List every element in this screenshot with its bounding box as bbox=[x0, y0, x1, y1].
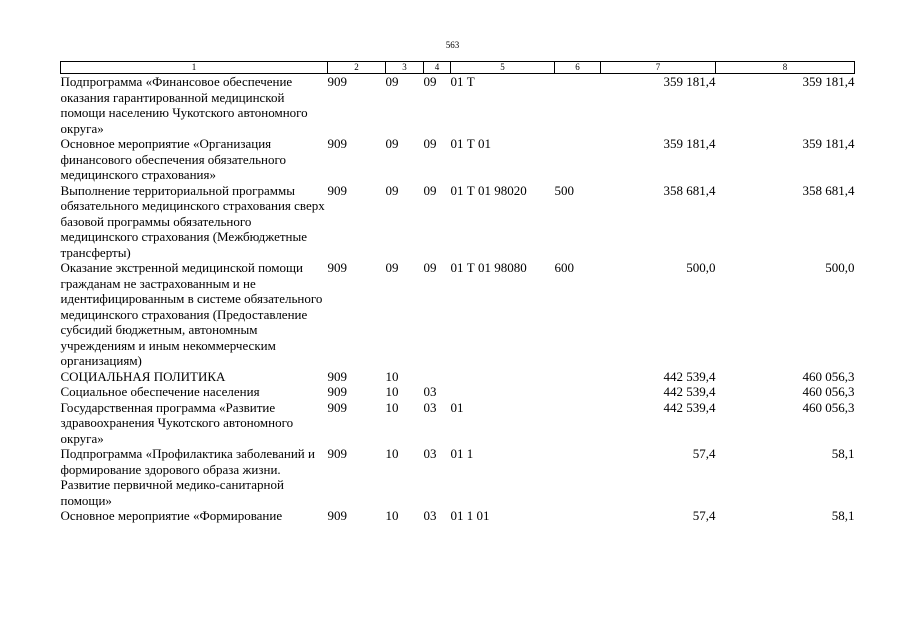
table-row bbox=[61, 136, 855, 183]
cell-subsection: 03 bbox=[423, 446, 437, 461]
cell-subsection bbox=[424, 369, 451, 385]
cell-amount-year2: 460 056,3 bbox=[802, 399, 855, 415]
cell-section: 09 bbox=[385, 260, 399, 275]
page-number: 563 bbox=[445, 40, 460, 50]
column-header: 6 bbox=[555, 62, 601, 74]
column-header: 7 bbox=[601, 62, 716, 74]
cell-target-article bbox=[451, 384, 555, 400]
cell-ministry: 909 bbox=[327, 136, 347, 151]
cell-ministry: 909 bbox=[327, 384, 347, 399]
cell-section: 10 bbox=[385, 508, 399, 523]
cell-subsection: 03 bbox=[423, 399, 437, 415]
cell-target-article: 01 Т 01 98080 bbox=[450, 260, 527, 275]
cell-expense-type: 500 bbox=[554, 182, 574, 198]
cell-expense-type: 600 bbox=[554, 260, 574, 275]
cell-target-article: 01 Т 01 98020 bbox=[450, 182, 527, 198]
cell-amount-year1: 358 681,4 bbox=[663, 182, 716, 198]
column-header: 8 bbox=[716, 62, 855, 74]
cell-target-article: 01 Т 01 bbox=[450, 136, 491, 151]
budget-table bbox=[60, 61, 855, 524]
cell-section: 10 bbox=[385, 384, 399, 399]
row-name: Подпрограмма «Профилактика заболеваний и формирование здорового образа жизни. Развитие первичной медико-санитарной помощи» bbox=[60, 446, 315, 508]
cell-amount-year1: 57,4 bbox=[692, 508, 716, 523]
cell-target-article: 01 bbox=[450, 399, 464, 415]
cell-amount-year1: 442 539,4 bbox=[663, 368, 716, 384]
table-row bbox=[61, 508, 855, 524]
cell-amount-year2: 500,0 bbox=[825, 260, 855, 275]
cell-target-article: 01 1 bbox=[450, 446, 474, 461]
cell-amount-year1: 57,4 bbox=[692, 446, 716, 461]
cell-section: 10 bbox=[385, 368, 399, 384]
cell-expense-type bbox=[555, 508, 601, 524]
cell-amount-year2: 58,1 bbox=[831, 508, 855, 523]
cell-amount-year1: 500,0 bbox=[686, 260, 716, 275]
cell-amount-year2: 358 681,4 bbox=[802, 182, 855, 198]
row-name: СОЦИАЛЬНАЯ ПОЛИТИКА bbox=[60, 368, 226, 384]
cell-amount-year2: 58,1 bbox=[831, 446, 855, 461]
table-row bbox=[61, 446, 855, 508]
row-name: Подпрограмма «Финансовое обеспечение оказания гарантированной медицинской помощи населению Чукотского автономного округа» bbox=[60, 74, 308, 136]
cell-subsection: 03 bbox=[423, 508, 437, 523]
cell-section: 10 bbox=[385, 399, 399, 415]
cell-expense-type bbox=[555, 136, 601, 183]
cell-target-article bbox=[451, 369, 555, 385]
table-row bbox=[61, 384, 855, 400]
cell-section: 09 bbox=[385, 136, 399, 151]
cell-amount-year1: 442 539,4 bbox=[663, 399, 716, 415]
cell-ministry: 909 bbox=[327, 399, 347, 415]
cell-expense-type bbox=[555, 446, 601, 508]
cell-amount-year1: 359 181,4 bbox=[663, 74, 716, 89]
cell-expense-type bbox=[555, 384, 601, 400]
cell-section: 09 bbox=[385, 182, 399, 198]
cell-subsection: 09 bbox=[423, 136, 437, 151]
row-name: Социальное обеспечение населения bbox=[60, 384, 260, 399]
cell-ministry: 909 bbox=[327, 368, 347, 384]
cell-ministry: 909 bbox=[327, 260, 347, 275]
cell-expense-type bbox=[555, 74, 601, 137]
cell-expense-type bbox=[555, 400, 601, 447]
cell-ministry: 909 bbox=[327, 446, 347, 461]
cell-target-article: 01 Т bbox=[450, 74, 475, 89]
column-header: 2 bbox=[328, 62, 386, 74]
cell-subsection: 09 bbox=[423, 260, 437, 275]
table-row bbox=[61, 183, 855, 261]
cell-amount-year1: 359 181,4 bbox=[663, 136, 716, 151]
cell-subsection: 03 bbox=[423, 384, 437, 399]
cell-section: 09 bbox=[385, 74, 399, 89]
table-row bbox=[61, 74, 855, 137]
cell-ministry: 909 bbox=[327, 74, 347, 89]
row-name: Государственная программа «Развитие здравоохранения Чукотского автономного округа» bbox=[60, 399, 294, 446]
cell-target-article: 01 1 01 bbox=[450, 508, 490, 523]
table-row bbox=[61, 400, 855, 447]
cell-section: 10 bbox=[385, 446, 399, 461]
cell-subsection: 09 bbox=[423, 182, 437, 198]
cell-ministry: 909 bbox=[327, 182, 347, 198]
row-name: Основное мероприятие «Формирование bbox=[60, 508, 283, 523]
cell-amount-year2: 460 056,3 bbox=[802, 368, 855, 384]
table-header-row bbox=[61, 62, 855, 74]
row-name: Выполнение территориальной программы обязательного медицинского страхования сверх базовой программы обязательного медицинского страхования (Межбюджетные трансферты) bbox=[60, 182, 325, 260]
table-row bbox=[61, 260, 855, 369]
cell-amount-year2: 359 181,4 bbox=[802, 74, 855, 89]
cell-amount-year2: 460 056,3 bbox=[802, 384, 855, 399]
column-header: 5 bbox=[451, 62, 555, 74]
row-name: Оказание экстренной медицинской помощи гражданам не застрахованным и не идентифицированным в системе обязательного медицинского страхования (Предоставление субсидий бюджетным, автономным учреждениям и иным некоммерческим организациям) bbox=[60, 260, 323, 368]
table-row bbox=[61, 369, 855, 385]
cell-ministry: 909 bbox=[327, 508, 347, 523]
column-header: 1 bbox=[61, 62, 328, 74]
row-name: Основное мероприятие «Организация финансового обеспечения обязательного медицинского страхования» bbox=[60, 136, 286, 182]
column-header: 3 bbox=[386, 62, 424, 74]
cell-expense-type bbox=[555, 369, 601, 385]
cell-amount-year1: 442 539,4 bbox=[663, 384, 716, 399]
cell-subsection: 09 bbox=[423, 74, 437, 89]
cell-amount-year2: 359 181,4 bbox=[802, 136, 855, 151]
column-header: 4 bbox=[424, 62, 451, 74]
